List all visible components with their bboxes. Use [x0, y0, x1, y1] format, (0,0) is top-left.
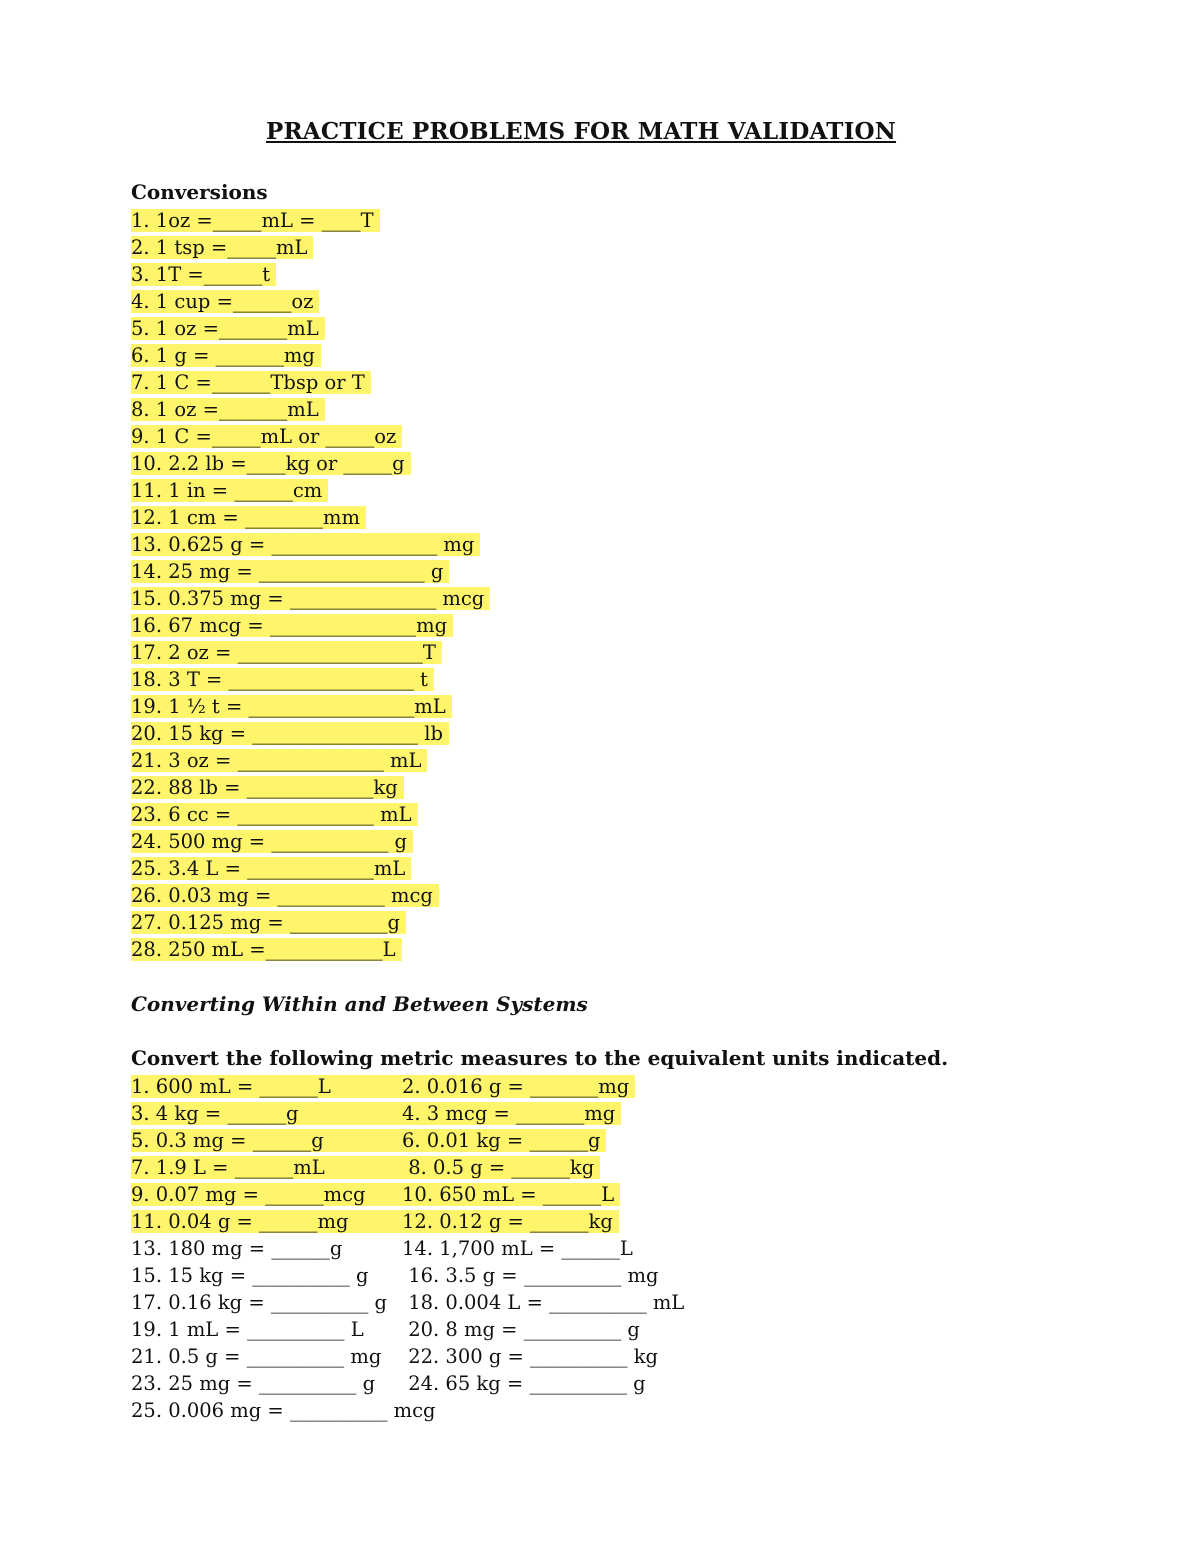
problem-item: [131, 774, 490, 801]
problem-row: [131, 1397, 690, 1424]
problem-text: 14. 25 mg = _________________ g: [131, 560, 449, 583]
problem-row: [131, 1100, 690, 1127]
problem-item: [131, 396, 490, 423]
problem-item: [131, 855, 490, 882]
problem-item: [131, 693, 490, 720]
section-heading-conversions: Conversions: [131, 180, 268, 204]
problem-text: 22. 88 lb = _____________kg: [131, 776, 404, 799]
problem-item: [131, 585, 490, 612]
problem-left: 19. 1 mL = __________ L: [131, 1318, 364, 1341]
problem-right: 12. 0.12 g = ______kg: [402, 1210, 613, 1233]
problem-left: 11. 0.04 g = ______mg: [131, 1210, 349, 1233]
problem-text: 7. 1 C =______Tbsp or T: [131, 371, 371, 394]
problem-right: 16. 3.5 g = __________ mg: [402, 1264, 659, 1287]
problem-right: 2. 0.016 g = _______mg: [402, 1075, 630, 1098]
problem-text: 15. 0.375 mg = _______________ mcg: [131, 587, 490, 610]
page-title: PRACTICE PROBLEMS FOR MATH VALIDATION: [265, 118, 897, 145]
problem-item: [131, 450, 490, 477]
problem-right: 22. 300 g = __________ kg: [402, 1345, 659, 1368]
problem-row: [131, 1262, 690, 1289]
problem-row: [131, 1316, 690, 1343]
problem-text: 1. 1oz =_____mL = ____T: [131, 209, 380, 232]
problem-text: 4. 1 cup =______oz: [131, 290, 319, 313]
problem-item: [131, 882, 490, 909]
problem-left: 23. 25 mg = __________ g: [131, 1372, 376, 1395]
problem-item: [131, 315, 490, 342]
problem-text: 21. 3 oz = _______________ mL: [131, 749, 427, 772]
problem-text: 27. 0.125 mg = __________g: [131, 911, 406, 934]
problem-item: [131, 369, 490, 396]
problem-item: [131, 504, 490, 531]
problem-item: [131, 720, 490, 747]
problem-item: [131, 423, 490, 450]
problem-left: 13. 180 mg = ______g: [131, 1237, 343, 1260]
problem-left: 17. 0.16 kg = __________ g: [131, 1291, 388, 1314]
problem-text: 17. 2 oz = ___________________T: [131, 641, 442, 664]
metric-conversions-list: [131, 1073, 690, 1424]
problem-row: [131, 1154, 690, 1181]
problem-item: [131, 828, 490, 855]
problem-row: [131, 1073, 690, 1100]
problem-left: 21. 0.5 g = __________ mg: [131, 1345, 382, 1368]
problem-right: 10. 650 mL = ______L: [402, 1183, 615, 1206]
problem-item: [131, 261, 490, 288]
problem-row: [131, 1235, 690, 1262]
instructions-text: Convert the following metric measures to the equivalent units indicated.: [131, 1046, 949, 1070]
problem-item: [131, 666, 490, 693]
problem-row: [131, 1343, 690, 1370]
problem-text: 10. 2.2 lb =____kg or _____g: [131, 452, 411, 475]
problem-right: 24. 65 kg = __________ g: [402, 1372, 646, 1395]
problem-text: 6. 1 g = _______mg: [131, 344, 321, 367]
problem-item: [131, 207, 490, 234]
section-heading-converting-systems: Converting Within and Between Systems: [131, 992, 588, 1016]
problem-row: [131, 1289, 690, 1316]
problem-left: 3. 4 kg = ______g: [131, 1102, 299, 1125]
problem-item: [131, 288, 490, 315]
problem-item: [131, 936, 490, 963]
problem-text: 8. 1 oz =_______mL: [131, 398, 325, 421]
problem-left: 5. 0.3 mg = ______g: [131, 1129, 324, 1152]
conversions-list: [131, 207, 490, 963]
problem-left: 9. 0.07 mg = ______mcg: [131, 1183, 366, 1206]
problem-item: [131, 909, 490, 936]
problem-row: [131, 1208, 690, 1235]
problem-text: 19. 1 ½ t = _________________mL: [131, 695, 452, 718]
problem-left: 7. 1.9 L = ______mL: [131, 1156, 325, 1179]
problem-text: 5. 1 oz =_______mL: [131, 317, 325, 340]
problem-left: 15. 15 kg = __________ g: [131, 1264, 369, 1287]
problem-right: 20. 8 mg = __________ g: [402, 1318, 640, 1341]
problem-item: [131, 342, 490, 369]
problem-right: 6. 0.01 kg = ______g: [402, 1129, 601, 1152]
problem-left: 1. 600 mL = ______L: [131, 1075, 331, 1098]
problem-item: [131, 612, 490, 639]
problem-row: [131, 1127, 690, 1154]
problem-item: [131, 639, 490, 666]
problem-text: 28. 250 mL =____________L: [131, 938, 402, 961]
problem-item: [131, 234, 490, 261]
problem-item: [131, 477, 490, 504]
problem-text: 13. 0.625 g = _________________ mg: [131, 533, 480, 556]
problem-item: [131, 747, 490, 774]
problem-text: 16. 67 mcg = _______________mg: [131, 614, 453, 637]
problem-right: 14. 1,700 mL = ______L: [402, 1237, 633, 1260]
problem-text: 9. 1 C =_____mL or _____oz: [131, 425, 402, 448]
problem-item: [131, 531, 490, 558]
problem-left: 25. 0.006 mg = __________ mcg: [131, 1399, 436, 1422]
problem-row: [131, 1181, 690, 1208]
problem-text: 11. 1 in = ______cm: [131, 479, 328, 502]
problem-text: 12. 1 cm = ________mm: [131, 506, 366, 529]
problem-text: 18. 3 T = ___________________ t: [131, 668, 434, 691]
problem-text: 24. 500 mg = ____________ g: [131, 830, 413, 853]
problem-row: [131, 1370, 690, 1397]
problem-item: [131, 558, 490, 585]
problem-text: 2. 1 tsp =_____mL: [131, 236, 313, 259]
problem-text: 20. 15 kg = _________________ lb: [131, 722, 449, 745]
problem-text: 3. 1T =______t: [131, 263, 276, 286]
problem-right: 4. 3 mcg = _______mg: [402, 1102, 616, 1125]
problem-right: 18. 0.004 L = __________ mL: [402, 1291, 685, 1314]
problem-right: 8. 0.5 g = ______kg: [402, 1156, 595, 1179]
problem-text: 23. 6 cc = ______________ mL: [131, 803, 418, 826]
problem-item: [131, 801, 490, 828]
problem-text: 25. 3.4 L = _____________mL: [131, 857, 411, 880]
problem-text: 26. 0.03 mg = ___________ mcg: [131, 884, 439, 907]
